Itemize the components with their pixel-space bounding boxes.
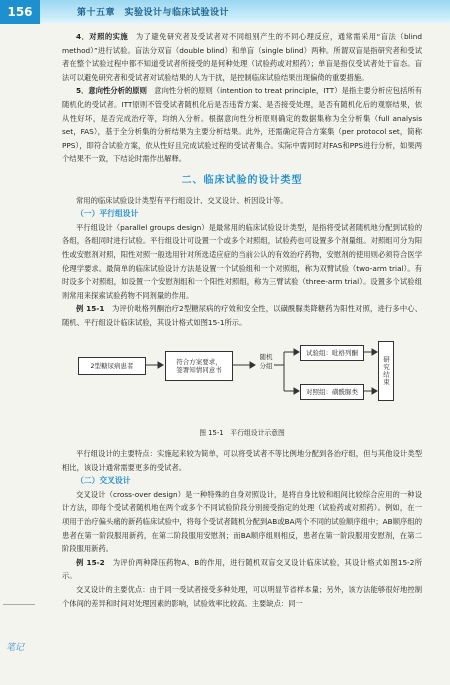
- random-label: 随机 分组: [259, 353, 273, 371]
- consent-box: 符合方案要求， 签署知情同意书: [165, 351, 233, 381]
- paragraph: [62, 30, 422, 84]
- control-group-box: 对照组：磺酰脲类: [300, 384, 364, 400]
- trial-group-box: 试验组：吡格列酮: [300, 345, 364, 361]
- example-label: 例 15-1: [76, 304, 105, 314]
- arrow-head: [158, 362, 163, 368]
- flow-arrows: [62, 335, 422, 423]
- chapter-title: 第十五章 实验设计与临床试验设计: [77, 8, 230, 18]
- subsection-title: （二）交叉设计: [76, 476, 131, 486]
- paragraph: 交叉设计（cross-over design）是一种特殊的自身对照设计，是将自身比较和组间比较综合应用的一种设计方法，即每个受试者随机地在两个或多个不同试验阶段分别接受指定的处理（试验药或对照药）。例如，在一项用于治疗偏头痛的新药临床试验中，将每个受试者随机分配到AB或BA两个不同的试验顺序组中；AB顺序组的患者在第一阶段服用新药，在第二阶段服用安慰剂；而BA顺序组则相反，患者在第一阶段服用安慰剂，在第二阶段服用新药。: [62, 489, 422, 554]
- example-paragraph: [62, 556, 422, 583]
- subsection-title: （一）平行组设计: [76, 209, 139, 219]
- example-text: 为评价吡格列酮治疗2型糖尿病的疗效和安全性，以磺酰脲类降糖药为阳性对照，进行多中心、随机、平行组设计临床试验，其设计格式如图15-1所示。: [62, 304, 423, 327]
- example-text: 为评价两种降压药物A、B的作用，进行随机双盲交叉设计临床试验，其设计格式如图15-2所示。: [62, 557, 422, 581]
- paragraph: 常用的临床试验设计类型有平行组设计、交叉设计、析因设计等。: [76, 195, 288, 205]
- paragraph: [62, 84, 422, 166]
- page-number: 156: [0, 0, 40, 24]
- paragraph-text: 为了避免研究者及受试者对不同组别产生的不同心理反应，通常需采用“盲法（blind method）”进行试验。盲法分双盲（double blind）和单盲（single blind）两种。所谓双盲是指研究者和受试者在整个试验过程中都不知道受试者所接受的是何种处理（试验药或对照药）；单盲是指仅受试者处于盲态。盲法可以避免研究者和受试者对试验结果的人为干扰，是控制临床试验结果出现偏倚的重要措施。: [62, 32, 422, 82]
- paragraph-lead: 5．意向性分析的原则: [76, 86, 147, 96]
- paragraph-text: 意向性分析的原则（intention to treat principle，ITT）是指主要分析应包括所有随机化的受试者。ITT原则不管受试者随机化后是否违背方案、是否接受处理，是否有随机化后的观察结果，依从性好坏，是否完成治疗等，均纳入分析。根据意向性分析原则确定的数据集称为全分析集（full analysis set，FAS），基于全分析集的分析结果为主要分析结果。此外，还需确定符合方案集（per protocol set，简称PPS），即符合试验方案，依从性好且完成试验过程的受试者集合。实际中需同时对FAS和PPS进行分析，如果两个结果不一致，下结论时需作出解释。: [62, 86, 423, 164]
- study-end-box: 研究结束: [378, 341, 394, 401]
- example-label: 例 15-2: [76, 557, 105, 567]
- page-body: [62, 30, 422, 610]
- margin-rule: [3, 604, 35, 605]
- figure-caption: 图 15-1 平行组设计示意图: [199, 429, 285, 438]
- paragraph: 交叉设计的主要优点：由于同一受试者接受多种处理，可以明显节省样本量；另外，该方法能够很好地控制个体间的差异和时间对处理因素的影响，试验效率比较高。主要缺点：同一: [62, 585, 422, 608]
- figure-15-1: [62, 335, 422, 423]
- paragraph: 平行组设计的主要特点：实施起来较为简单，可以将受试者不等比例地分配到各治疗组，但与其他设计类型相比，该设计通常需要更多的受试者。: [62, 449, 422, 472]
- patients-box: 2型糖尿病患者: [78, 357, 146, 375]
- paragraph: 平行组设计（parallel groups design）是最常用的临床试验设计类型，是指将受试者随机地分配到试验的各组，各组同时进行试验。平行组设计可设置一个或多个对照组，试验药也可设置多个剂量组。对照组可分为阳性或安慰剂对照，阳性对照一般选用针对所选适应症的当前公认的有效治疗药物，安慰剂的使用则必须符合医学伦理学要求。最简单的临床试验设计方法是设置一个试验组和一个对照组，称为双臂试验（two-arm trial）。有时设多个对照组，如设置一个安慰剂组和一个阳性对照组，称为三臂试验（three-arm trial）。设置多个试验组则常用来探索试验药物不同剂量的作用。: [62, 222, 422, 300]
- paragraph-lead: 4．对照的实施: [76, 32, 129, 41]
- section-title: 二、临床试验的设计类型: [181, 174, 303, 186]
- example-paragraph: [62, 302, 422, 329]
- margin-note: 笔记: [6, 643, 25, 653]
